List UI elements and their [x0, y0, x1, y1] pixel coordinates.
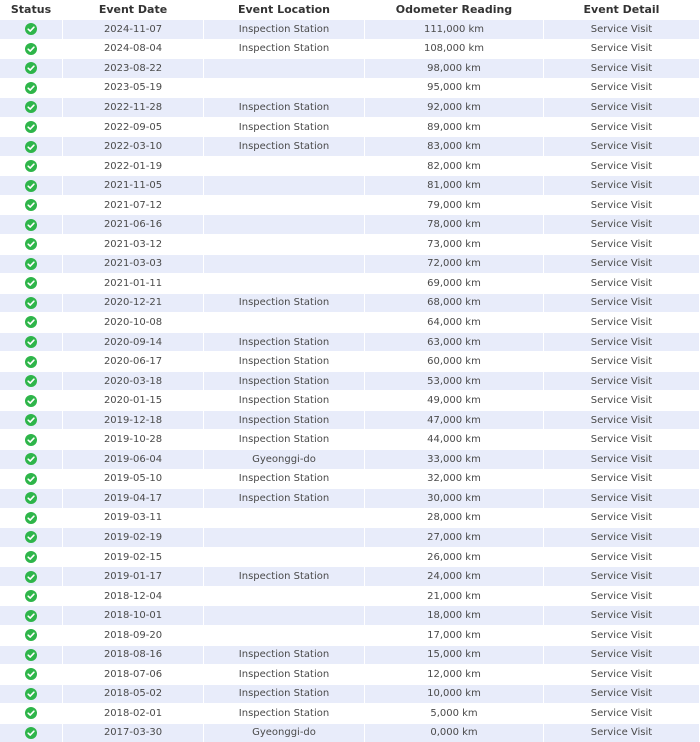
event-date-cell: 2020-03-18	[63, 371, 204, 391]
odometer-reading-cell: 0,000 km	[365, 723, 544, 742]
event-detail-cell: Service Visit	[544, 547, 700, 567]
table-row	[0, 136, 700, 156]
check-circle-icon	[25, 180, 37, 192]
event-location-cell	[204, 625, 365, 645]
table-row	[0, 254, 700, 274]
odometer-reading-cell: 72,000 km	[365, 254, 544, 274]
event-date-cell: 2019-02-15	[63, 547, 204, 567]
event-location-cell	[204, 508, 365, 528]
event-detail-cell: Service Visit	[544, 214, 700, 234]
event-date-cell: 2021-01-11	[63, 273, 204, 293]
event-detail-cell: Service Visit	[544, 429, 700, 449]
status-cell	[0, 664, 63, 684]
event-detail-cell: Service Visit	[544, 273, 700, 293]
event-location-cell: Inspection Station	[204, 429, 365, 449]
event-detail-cell: Service Visit	[544, 469, 700, 489]
event-date-cell: 2018-07-06	[63, 664, 204, 684]
check-circle-icon	[25, 395, 37, 407]
header-event-date: Event Date	[63, 0, 204, 19]
table-row	[0, 39, 700, 59]
status-cell	[0, 527, 63, 547]
event-location-cell: Inspection Station	[204, 469, 365, 489]
odometer-reading-cell: 95,000 km	[365, 78, 544, 98]
check-circle-icon	[25, 316, 37, 328]
odometer-reading-cell: 60,000 km	[365, 351, 544, 371]
event-date-cell: 2020-09-14	[63, 332, 204, 352]
odometer-reading-cell: 79,000 km	[365, 195, 544, 215]
table-header-row	[0, 0, 700, 19]
odometer-reading-cell: 64,000 km	[365, 312, 544, 332]
check-circle-icon	[25, 238, 37, 250]
event-date-cell: 2020-01-15	[63, 390, 204, 410]
event-date-cell: 2019-10-28	[63, 429, 204, 449]
table-row	[0, 469, 700, 489]
status-cell	[0, 605, 63, 625]
event-detail-cell: Service Visit	[544, 254, 700, 274]
check-circle-icon	[25, 434, 37, 446]
event-date-cell: 2021-11-05	[63, 175, 204, 195]
event-date-cell: 2018-09-20	[63, 625, 204, 645]
status-cell	[0, 234, 63, 254]
event-detail-cell: Service Visit	[544, 195, 700, 215]
event-date-cell: 2021-07-12	[63, 195, 204, 215]
odometer-reading-cell: 63,000 km	[365, 332, 544, 352]
check-circle-icon	[25, 414, 37, 426]
status-cell	[0, 625, 63, 645]
check-circle-icon	[25, 121, 37, 133]
status-cell	[0, 175, 63, 195]
check-circle-icon	[25, 23, 37, 35]
event-date-cell: 2019-04-17	[63, 488, 204, 508]
event-date-cell: 2018-02-01	[63, 703, 204, 723]
event-detail-cell: Service Visit	[544, 97, 700, 117]
status-cell	[0, 351, 63, 371]
event-location-cell: Gyeonggi-do	[204, 723, 365, 742]
status-cell	[0, 723, 63, 742]
event-location-cell	[204, 58, 365, 78]
status-cell	[0, 156, 63, 176]
table-row	[0, 664, 700, 684]
event-date-cell: 2020-12-21	[63, 293, 204, 313]
table-row	[0, 723, 700, 742]
status-cell	[0, 195, 63, 215]
odometer-reading-cell: 21,000 km	[365, 586, 544, 606]
event-detail-cell: Service Visit	[544, 78, 700, 98]
table-row	[0, 449, 700, 469]
event-location-cell	[204, 195, 365, 215]
table-row	[0, 410, 700, 430]
odometer-reading-cell: 15,000 km	[365, 645, 544, 665]
table-row	[0, 58, 700, 78]
status-cell	[0, 214, 63, 234]
status-cell	[0, 97, 63, 117]
check-circle-icon	[25, 473, 37, 485]
event-date-cell: 2017-03-30	[63, 723, 204, 742]
event-location-cell: Inspection Station	[204, 664, 365, 684]
event-detail-cell: Service Visit	[544, 234, 700, 254]
table-row	[0, 117, 700, 137]
check-circle-icon	[25, 453, 37, 465]
odometer-reading-cell: 81,000 km	[365, 175, 544, 195]
table-row	[0, 527, 700, 547]
odometer-reading-cell: 18,000 km	[365, 605, 544, 625]
event-location-cell: Inspection Station	[204, 332, 365, 352]
table-row	[0, 488, 700, 508]
table-row	[0, 703, 700, 723]
check-circle-icon	[25, 531, 37, 543]
check-circle-icon	[25, 551, 37, 563]
event-date-cell: 2019-02-19	[63, 527, 204, 547]
check-circle-icon	[25, 141, 37, 153]
table-body	[0, 19, 700, 742]
status-cell	[0, 645, 63, 665]
event-detail-cell: Service Visit	[544, 156, 700, 176]
event-location-cell: Inspection Station	[204, 703, 365, 723]
table-row	[0, 195, 700, 215]
status-cell	[0, 58, 63, 78]
odometer-reading-cell: 108,000 km	[365, 39, 544, 59]
status-cell	[0, 508, 63, 528]
check-circle-icon	[25, 571, 37, 583]
event-location-cell: Inspection Station	[204, 293, 365, 313]
table-row	[0, 605, 700, 625]
status-cell	[0, 410, 63, 430]
odometer-reading-cell: 28,000 km	[365, 508, 544, 528]
check-circle-icon	[25, 101, 37, 113]
status-cell	[0, 117, 63, 137]
event-location-cell: Gyeonggi-do	[204, 449, 365, 469]
event-date-cell: 2024-08-04	[63, 39, 204, 59]
event-date-cell: 2018-08-16	[63, 645, 204, 665]
odometer-reading-cell: 78,000 km	[365, 214, 544, 234]
check-circle-icon	[25, 277, 37, 289]
event-date-cell: 2023-08-22	[63, 58, 204, 78]
event-detail-cell: Service Visit	[544, 390, 700, 410]
event-location-cell: Inspection Station	[204, 488, 365, 508]
odometer-reading-cell: 33,000 km	[365, 449, 544, 469]
check-circle-icon	[25, 43, 37, 55]
odometer-reading-cell: 24,000 km	[365, 566, 544, 586]
event-location-cell: Inspection Station	[204, 136, 365, 156]
check-circle-icon	[25, 492, 37, 504]
odometer-reading-cell: 12,000 km	[365, 664, 544, 684]
event-date-cell: 2019-12-18	[63, 410, 204, 430]
check-circle-icon	[25, 649, 37, 661]
odometer-reading-cell: 26,000 km	[365, 547, 544, 567]
odometer-reading-cell: 82,000 km	[365, 156, 544, 176]
event-location-cell	[204, 273, 365, 293]
event-detail-cell: Service Visit	[544, 58, 700, 78]
event-date-cell: 2021-03-03	[63, 254, 204, 274]
odometer-reading-cell: 68,000 km	[365, 293, 544, 313]
status-cell	[0, 390, 63, 410]
event-date-cell: 2022-09-05	[63, 117, 204, 137]
table-row	[0, 390, 700, 410]
status-cell	[0, 566, 63, 586]
event-detail-cell: Service Visit	[544, 586, 700, 606]
table-row	[0, 429, 700, 449]
check-circle-icon	[25, 82, 37, 94]
check-circle-icon	[25, 610, 37, 622]
event-date-cell: 2022-11-28	[63, 97, 204, 117]
event-location-cell: Inspection Station	[204, 566, 365, 586]
table-row	[0, 175, 700, 195]
odometer-reading-cell: 27,000 km	[365, 527, 544, 547]
odometer-reading-cell: 111,000 km	[365, 19, 544, 39]
event-detail-cell: Service Visit	[544, 332, 700, 352]
event-location-cell: Inspection Station	[204, 410, 365, 430]
check-circle-icon	[25, 160, 37, 172]
event-date-cell: 2018-05-02	[63, 684, 204, 704]
odometer-reading-cell: 5,000 km	[365, 703, 544, 723]
table-row	[0, 214, 700, 234]
odometer-reading-cell: 30,000 km	[365, 488, 544, 508]
status-cell	[0, 136, 63, 156]
header-event-location: Event Location	[204, 0, 365, 19]
table-row	[0, 97, 700, 117]
event-detail-cell: Service Visit	[544, 39, 700, 59]
event-detail-cell: Service Visit	[544, 351, 700, 371]
event-detail-cell: Service Visit	[544, 664, 700, 684]
odometer-reading-cell: 53,000 km	[365, 371, 544, 391]
event-detail-cell: Service Visit	[544, 605, 700, 625]
check-circle-icon	[25, 62, 37, 74]
odometer-reading-cell: 32,000 km	[365, 469, 544, 489]
status-cell	[0, 312, 63, 332]
table-row	[0, 293, 700, 313]
table-row	[0, 332, 700, 352]
event-detail-cell: Service Visit	[544, 527, 700, 547]
table-row	[0, 371, 700, 391]
event-location-cell	[204, 175, 365, 195]
event-detail-cell: Service Visit	[544, 19, 700, 39]
table-row	[0, 19, 700, 39]
event-location-cell: Inspection Station	[204, 684, 365, 704]
event-date-cell: 2019-06-04	[63, 449, 204, 469]
status-cell	[0, 254, 63, 274]
odometer-reading-cell: 69,000 km	[365, 273, 544, 293]
event-location-cell: Inspection Station	[204, 117, 365, 137]
check-circle-icon	[25, 336, 37, 348]
check-circle-icon	[25, 356, 37, 368]
odometer-reading-cell: 49,000 km	[365, 390, 544, 410]
table-row	[0, 645, 700, 665]
event-detail-cell: Service Visit	[544, 175, 700, 195]
event-location-cell: Inspection Station	[204, 371, 365, 391]
status-cell	[0, 371, 63, 391]
status-cell	[0, 19, 63, 39]
odometer-reading-cell: 92,000 km	[365, 97, 544, 117]
table-row	[0, 625, 700, 645]
odometer-reading-cell: 17,000 km	[365, 625, 544, 645]
check-circle-icon	[25, 199, 37, 211]
table-row	[0, 78, 700, 98]
event-detail-cell: Service Visit	[544, 293, 700, 313]
event-detail-cell: Service Visit	[544, 723, 700, 742]
check-circle-icon	[25, 707, 37, 719]
event-date-cell: 2024-11-07	[63, 19, 204, 39]
event-date-cell: 2019-05-10	[63, 469, 204, 489]
table-row	[0, 547, 700, 567]
event-date-cell: 2022-03-10	[63, 136, 204, 156]
status-cell	[0, 586, 63, 606]
header-event-detail: Event Detail	[544, 0, 700, 19]
event-location-cell	[204, 547, 365, 567]
header-status: Status	[0, 0, 63, 19]
check-circle-icon	[25, 629, 37, 641]
table-row	[0, 684, 700, 704]
status-cell	[0, 449, 63, 469]
event-detail-cell: Service Visit	[544, 508, 700, 528]
status-cell	[0, 332, 63, 352]
event-date-cell: 2023-05-19	[63, 78, 204, 98]
status-cell	[0, 488, 63, 508]
event-date-cell: 2021-06-16	[63, 214, 204, 234]
header-odometer-reading: Odometer Reading	[365, 0, 544, 19]
status-cell	[0, 703, 63, 723]
event-location-cell: Inspection Station	[204, 39, 365, 59]
status-cell	[0, 78, 63, 98]
odometer-reading-cell: 89,000 km	[365, 117, 544, 137]
status-cell	[0, 273, 63, 293]
event-detail-cell: Service Visit	[544, 488, 700, 508]
status-cell	[0, 429, 63, 449]
event-date-cell: 2018-10-01	[63, 605, 204, 625]
event-location-cell	[204, 605, 365, 625]
status-cell	[0, 684, 63, 704]
odometer-reading-cell: 98,000 km	[365, 58, 544, 78]
odometer-reading-cell: 44,000 km	[365, 429, 544, 449]
table-row	[0, 156, 700, 176]
event-detail-cell: Service Visit	[544, 645, 700, 665]
event-location-cell	[204, 527, 365, 547]
odometer-reading-cell: 73,000 km	[365, 234, 544, 254]
check-circle-icon	[25, 375, 37, 387]
event-detail-cell: Service Visit	[544, 449, 700, 469]
event-location-cell	[204, 214, 365, 234]
event-location-cell	[204, 312, 365, 332]
status-cell	[0, 547, 63, 567]
event-location-cell: Inspection Station	[204, 97, 365, 117]
table-row	[0, 508, 700, 528]
event-date-cell: 2019-01-17	[63, 566, 204, 586]
table-row	[0, 273, 700, 293]
event-location-cell: Inspection Station	[204, 351, 365, 371]
check-circle-icon	[25, 590, 37, 602]
event-detail-cell: Service Visit	[544, 136, 700, 156]
event-detail-cell: Service Visit	[544, 566, 700, 586]
event-detail-cell: Service Visit	[544, 703, 700, 723]
event-detail-cell: Service Visit	[544, 371, 700, 391]
event-location-cell	[204, 156, 365, 176]
status-cell	[0, 469, 63, 489]
check-circle-icon	[25, 688, 37, 700]
odometer-reading-cell: 47,000 km	[365, 410, 544, 430]
odometer-reading-cell: 10,000 km	[365, 684, 544, 704]
event-location-cell: Inspection Station	[204, 645, 365, 665]
table-row	[0, 566, 700, 586]
event-date-cell: 2020-06-17	[63, 351, 204, 371]
table-row	[0, 234, 700, 254]
event-detail-cell: Service Visit	[544, 410, 700, 430]
event-detail-cell: Service Visit	[544, 312, 700, 332]
event-detail-cell: Service Visit	[544, 625, 700, 645]
event-location-cell: Inspection Station	[204, 19, 365, 39]
event-date-cell: 2019-03-11	[63, 508, 204, 528]
check-circle-icon	[25, 219, 37, 231]
event-location-cell	[204, 586, 365, 606]
event-date-cell: 2020-10-08	[63, 312, 204, 332]
event-date-cell: 2018-12-04	[63, 586, 204, 606]
event-location-cell	[204, 254, 365, 274]
event-date-cell: 2022-01-19	[63, 156, 204, 176]
status-cell	[0, 39, 63, 59]
check-circle-icon	[25, 258, 37, 270]
table-row	[0, 586, 700, 606]
event-detail-cell: Service Visit	[544, 117, 700, 137]
status-cell	[0, 293, 63, 313]
odometer-reading-cell: 83,000 km	[365, 136, 544, 156]
event-detail-cell: Service Visit	[544, 684, 700, 704]
check-circle-icon	[25, 727, 37, 739]
check-circle-icon	[25, 668, 37, 680]
event-location-cell	[204, 234, 365, 254]
table-row	[0, 312, 700, 332]
event-location-cell	[204, 78, 365, 98]
event-location-cell: Inspection Station	[204, 390, 365, 410]
event-date-cell: 2021-03-12	[63, 234, 204, 254]
check-circle-icon	[25, 297, 37, 309]
check-circle-icon	[25, 512, 37, 524]
table-row	[0, 351, 700, 371]
